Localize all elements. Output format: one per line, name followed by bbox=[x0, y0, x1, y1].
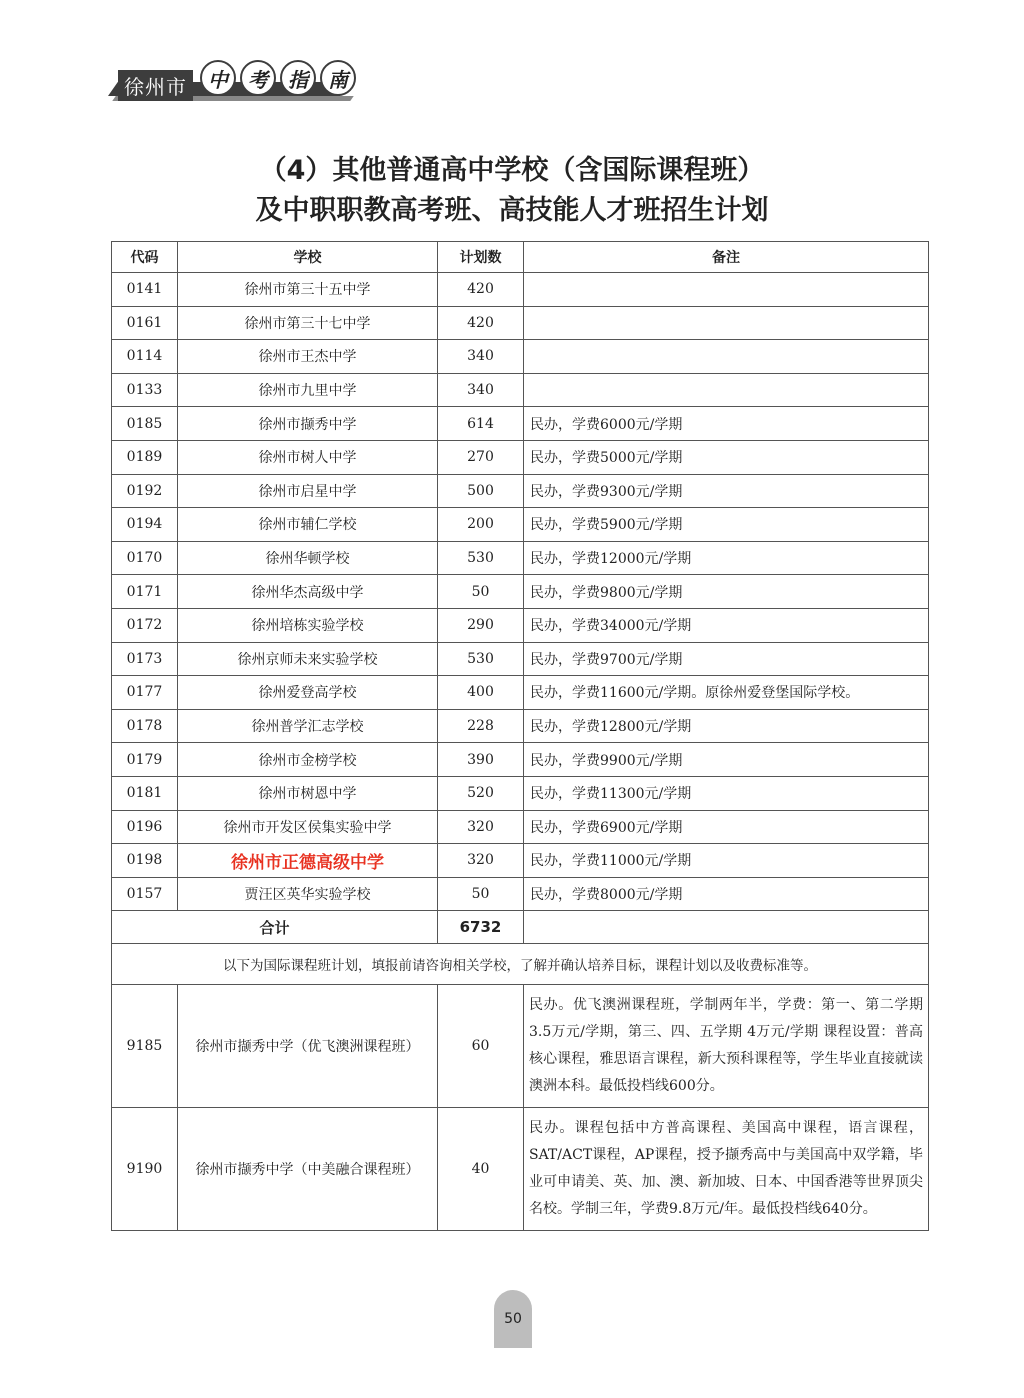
row-school: 徐州市王杰中学 bbox=[178, 340, 438, 374]
table-row bbox=[112, 844, 929, 878]
total-label: 合计 bbox=[112, 911, 438, 944]
row-plan: 290 bbox=[438, 608, 524, 642]
table-row bbox=[112, 541, 929, 575]
row-code: 0173 bbox=[112, 642, 178, 676]
row-school: 徐州京师未来实验学校 bbox=[178, 642, 438, 676]
total-remark bbox=[524, 911, 929, 944]
row-remark: 民办。优飞澳洲课程班，学制两年半，学费：第一、第二学期3.5万元/学期，第三、四、五学期 4万元/学期 课程设置：普高核心课程，雅思语言课程，新大预科课程等，学生毕业直接就读澳洲本科。最低投档线600分。 bbox=[524, 985, 929, 1108]
row-plan: 228 bbox=[438, 709, 524, 743]
row-school: 徐州华顿学校 bbox=[178, 541, 438, 575]
table-row bbox=[112, 508, 929, 542]
table-row bbox=[112, 306, 929, 340]
row-school: 徐州市启星中学 bbox=[178, 474, 438, 508]
row-remark: 民办。课程包括中方普高课程、美国高中课程，语言课程，SAT/ACT课程，AP课程，授予撷秀高中与美国高中双学籍，毕业可申请美、英、加、澳、新加坡、日本、中国香港等世界顶尖名校。学制三年，学费9.8万元/年。最低投档线640分。 bbox=[524, 1108, 929, 1231]
row-school: 徐州市撷秀中学（中美融合课程班） bbox=[178, 1108, 438, 1231]
row-school: 徐州市金榜学校 bbox=[178, 743, 438, 777]
header-remark: 备注 bbox=[524, 242, 929, 273]
row-code: 0114 bbox=[112, 340, 178, 374]
row-plan: 50 bbox=[438, 575, 524, 609]
total-value: 6732 bbox=[438, 911, 524, 944]
row-remark: 民办，学费5900元/学期 bbox=[524, 508, 929, 542]
row-school: 徐州市开发区侯集实验中学 bbox=[178, 810, 438, 844]
header-code: 代码 bbox=[112, 242, 178, 273]
row-school: 徐州市第三十七中学 bbox=[178, 306, 438, 340]
guide-header-logo bbox=[108, 60, 358, 110]
table-header-row bbox=[112, 242, 929, 273]
row-plan: 50 bbox=[438, 877, 524, 911]
row-plan: 420 bbox=[438, 306, 524, 340]
row-school: 徐州华杰高级中学 bbox=[178, 575, 438, 609]
intl-note-row bbox=[112, 944, 929, 985]
row-code: 0192 bbox=[112, 474, 178, 508]
row-school: 贾汪区英华实验学校 bbox=[178, 877, 438, 911]
row-code: 0185 bbox=[112, 407, 178, 441]
table-row bbox=[112, 575, 929, 609]
guide-char-3: 指 bbox=[280, 60, 316, 96]
row-remark: 民办，学费6000元/学期 bbox=[524, 407, 929, 441]
row-code: 0133 bbox=[112, 373, 178, 407]
row-code: 0171 bbox=[112, 575, 178, 609]
row-school: 徐州市撷秀中学（优飞澳洲课程班） bbox=[178, 985, 438, 1108]
row-code: 0141 bbox=[112, 273, 178, 307]
row-plan: 500 bbox=[438, 474, 524, 508]
guide-char-2: 考 bbox=[240, 60, 276, 96]
row-school: 徐州市树人中学 bbox=[178, 440, 438, 474]
table-row bbox=[112, 642, 929, 676]
row-school: 徐州普学汇志学校 bbox=[178, 709, 438, 743]
row-code: 0198 bbox=[112, 844, 178, 878]
row-code: 0161 bbox=[112, 306, 178, 340]
row-school: 徐州市第三十五中学 bbox=[178, 273, 438, 307]
row-remark: 民办，学费12000元/学期 bbox=[524, 541, 929, 575]
row-remark: 民办，学费9300元/学期 bbox=[524, 474, 929, 508]
row-code: 0194 bbox=[112, 508, 178, 542]
row-remark: 民办，学费9800元/学期 bbox=[524, 575, 929, 609]
page-number-tab bbox=[494, 1290, 532, 1348]
row-code: 9190 bbox=[112, 1108, 178, 1231]
table-row bbox=[112, 440, 929, 474]
guide-char-4: 南 bbox=[320, 60, 356, 96]
row-remark bbox=[524, 273, 929, 307]
row-remark: 民办，学费34000元/学期 bbox=[524, 608, 929, 642]
row-plan: 390 bbox=[438, 743, 524, 777]
row-plan: 614 bbox=[438, 407, 524, 441]
table-row bbox=[112, 407, 929, 441]
row-code: 0177 bbox=[112, 676, 178, 710]
row-code: 0179 bbox=[112, 743, 178, 777]
table-row bbox=[112, 743, 929, 777]
row-code: 0172 bbox=[112, 608, 178, 642]
row-plan: 270 bbox=[438, 440, 524, 474]
row-plan: 530 bbox=[438, 541, 524, 575]
page-title-line-1: （4）其他普通高中学校（含国际课程班） bbox=[259, 155, 765, 186]
row-remark: 民办，学费11000元/学期 bbox=[524, 844, 929, 878]
guide-title-circles bbox=[200, 60, 356, 96]
row-plan: 340 bbox=[438, 340, 524, 374]
row-school: 徐州市树恩中学 bbox=[178, 776, 438, 810]
row-remark: 民办，学费11600元/学期。原徐州爱登堡国际学校。 bbox=[524, 676, 929, 710]
row-plan: 530 bbox=[438, 642, 524, 676]
row-plan: 200 bbox=[438, 508, 524, 542]
row-plan: 400 bbox=[438, 676, 524, 710]
guide-char-1: 中 bbox=[200, 60, 236, 96]
row-code: 9185 bbox=[112, 985, 178, 1108]
row-code: 0170 bbox=[112, 541, 178, 575]
row-plan: 320 bbox=[438, 810, 524, 844]
intl-note: 以下为国际课程班计划，填报前请咨询相关学校，了解并确认培养目标，课程计划以及收费标准等。 bbox=[112, 944, 929, 985]
row-remark: 民办，学费11300元/学期 bbox=[524, 776, 929, 810]
row-code: 0157 bbox=[112, 877, 178, 911]
row-code: 0196 bbox=[112, 810, 178, 844]
table-row bbox=[112, 273, 929, 307]
table-row bbox=[112, 373, 929, 407]
enrollment-plan-table bbox=[111, 241, 929, 1231]
total-row bbox=[112, 911, 929, 944]
table-row bbox=[112, 709, 929, 743]
table-row bbox=[112, 474, 929, 508]
header-plan: 计划数 bbox=[438, 242, 524, 273]
row-school: 徐州爱登高学校 bbox=[178, 676, 438, 710]
table-row bbox=[112, 985, 929, 1108]
row-remark bbox=[524, 340, 929, 374]
table-row bbox=[112, 1108, 929, 1231]
row-code: 0178 bbox=[112, 709, 178, 743]
row-school: 徐州市撷秀中学 bbox=[178, 407, 438, 441]
row-plan: 340 bbox=[438, 373, 524, 407]
row-school-highlighted: 徐州市正德高级中学 bbox=[178, 844, 438, 878]
row-school: 徐州培栋实验学校 bbox=[178, 608, 438, 642]
row-code: 0189 bbox=[112, 440, 178, 474]
header-school: 学校 bbox=[178, 242, 438, 273]
row-remark bbox=[524, 373, 929, 407]
row-remark bbox=[524, 306, 929, 340]
table-row bbox=[112, 776, 929, 810]
table-row bbox=[112, 340, 929, 374]
page-number: 50 bbox=[504, 1311, 522, 1327]
row-school: 徐州市九里中学 bbox=[178, 373, 438, 407]
row-plan: 40 bbox=[438, 1108, 524, 1231]
row-code: 0181 bbox=[112, 776, 178, 810]
row-remark: 民办，学费12800元/学期 bbox=[524, 709, 929, 743]
table-row bbox=[112, 608, 929, 642]
row-plan: 320 bbox=[438, 844, 524, 878]
table-row bbox=[112, 810, 929, 844]
page-title-line-2: 及中职职教高考班、高技能人才班招生计划 bbox=[255, 195, 769, 226]
row-plan: 420 bbox=[438, 273, 524, 307]
row-remark: 民办，学费9700元/学期 bbox=[524, 642, 929, 676]
row-remark: 民办，学费6900元/学期 bbox=[524, 810, 929, 844]
row-remark: 民办，学费9900元/学期 bbox=[524, 743, 929, 777]
row-plan: 520 bbox=[438, 776, 524, 810]
table-row bbox=[112, 676, 929, 710]
row-remark: 民办，学费5000元/学期 bbox=[524, 440, 929, 474]
table-row bbox=[112, 877, 929, 911]
header-city: 徐州市 bbox=[118, 70, 193, 101]
row-plan: 60 bbox=[438, 985, 524, 1108]
row-remark: 民办，学费8000元/学期 bbox=[524, 877, 929, 911]
row-school: 徐州市辅仁学校 bbox=[178, 508, 438, 542]
